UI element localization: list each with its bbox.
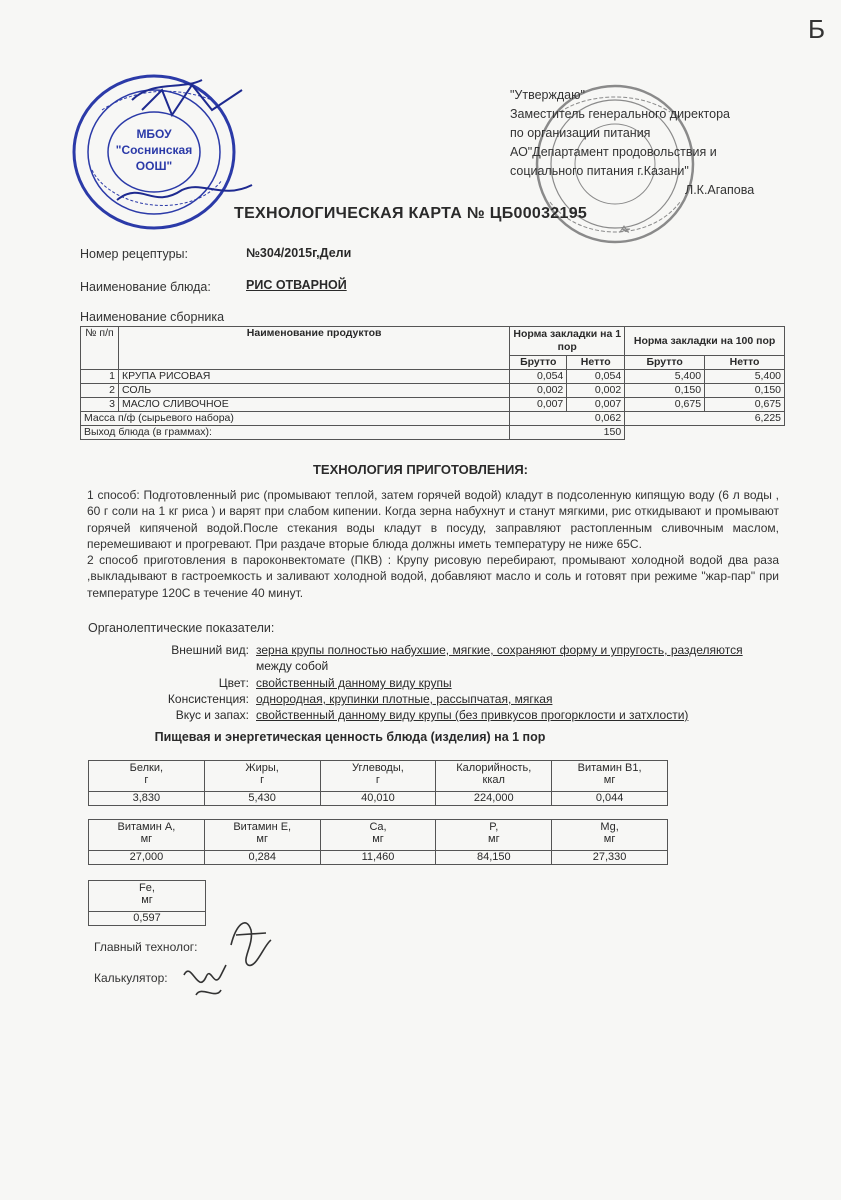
organoleptic-row (0, 676, 841, 692)
stamp-line-2: "Соснинская (115, 143, 193, 157)
table-row (81, 384, 785, 398)
nutrition-value: 0,284 (204, 851, 320, 865)
nutrition-label: Жиры, г (204, 761, 320, 792)
table-row (81, 398, 785, 412)
row-brutto-1: 0,007 (510, 398, 567, 412)
nutrition-heading: Пищевая и энергетическая ценность блюда (изделия) на 1 пор (154, 730, 546, 744)
yield-label: Выход блюда (в граммах): (81, 426, 510, 440)
approval-line: АО"Департамент продовольствия и (510, 145, 717, 159)
header-netto-1: Нетто (567, 356, 625, 370)
organoleptic-value: свойственный данному виду крупы (без привкусов прогорклости и затхлости) (256, 708, 689, 722)
table-header-row (81, 327, 785, 356)
row-netto-1: 0,002 (567, 384, 625, 398)
technology-text (87, 487, 779, 600)
nutrition-value: 0,597 (89, 912, 206, 926)
handwritten-signatures (176, 905, 286, 1005)
row-netto-100: 0,675 (705, 398, 785, 412)
row-product: МАСЛО СЛИВОЧНОЕ (118, 398, 509, 412)
organoleptic-row (0, 708, 841, 724)
stamp-line-1: МБОУ (136, 127, 172, 141)
mass-row (81, 412, 785, 426)
nutrition-value: 27,330 (552, 851, 668, 865)
row-brutto-100: 0,150 (625, 384, 705, 398)
row-num: 2 (81, 384, 119, 398)
header-brutto-1: Брутто (510, 356, 567, 370)
mass-label: Масса п/ф (сырьевого набора) (81, 412, 510, 426)
products-table (80, 326, 785, 440)
approval-line: социального питания г.Казани" (510, 164, 689, 178)
row-product: КРУПА РИСОВАЯ (118, 370, 509, 384)
nutrition-value: 5,430 (204, 792, 320, 806)
stamp-line-3: ООШ" (135, 159, 173, 173)
document-title: ТЕХНОЛОГИЧЕСКАЯ КАРТА № ЦБ00032195 (234, 205, 588, 222)
header-netto-100: Нетто (705, 356, 785, 370)
recipe-number-label: Номер рецептуры: (80, 247, 188, 261)
nutrition-table-2 (88, 819, 668, 865)
nutrition-value: 27,000 (89, 851, 205, 865)
approval-block (510, 86, 810, 200)
header-norm-100: Норма закладки на 100 пор (625, 327, 785, 356)
organoleptic-value-cont: между собой (256, 659, 329, 673)
nutrition-value-row (89, 792, 668, 806)
dish-name-value: РИС ОТВАРНОЙ (246, 278, 347, 292)
row-brutto-100: 5,400 (625, 370, 705, 384)
approval-line: "Утверждаю" (510, 88, 585, 102)
technologist-label: Главный технолог: (94, 940, 198, 954)
header-name: Наименование продуктов (118, 327, 509, 370)
dish-name-label: Наименование блюда: (80, 280, 211, 294)
recipe-number-value: №304/2015г,Дели (246, 246, 352, 260)
technology-heading: ТЕХНОЛОГИЯ ПРИГОТОВЛЕНИЯ: (312, 462, 529, 477)
yield-row (81, 426, 785, 440)
nutrition-value: 84,150 (436, 851, 552, 865)
row-brutto-1: 0,054 (510, 370, 567, 384)
organoleptic-value: однородная, крупинки плотные, рассыпчатая, мягкая (256, 692, 553, 706)
technology-method-2: 2 способ приготовления в пароконвектомате (ПКВ) : Крупу рисовую перебирают, промывают холодной водой два раза ,выкладывают в гастроемкость и заливают холодной водой, добавляют масло и соль и готовят при режиме "жар-пар" при температуре 120С в течение 40 минут. (87, 553, 779, 600)
nutrition-value: 11,460 (320, 851, 436, 865)
nutrition-label: Витамин Е, мг (204, 820, 320, 851)
nutrition-label: Mg, мг (552, 820, 668, 851)
mass-100: 6,225 (625, 412, 785, 426)
nutrition-label-row (89, 761, 668, 792)
nutrition-label-row (89, 820, 668, 851)
technology-method-1: 1 способ: Подготовленный рис (промывают теплой, затем горячей водой) кладут в подсоленную кипящую воду (6 л воды , 60 г соли на 1 кг риса ) и варят при слабом кипении. Когда зерна набухнут и станут мягкими, рис откидывают и промывают горячей кипяченой водой.После стекания воды кладут в посуду, заправляют растопленным сливочным маслом, перемешивают и прогревают. При раздаче вторые блюда должны иметь температуру не ниже 65С. (87, 488, 779, 551)
organoleptic-row (0, 643, 841, 659)
nutrition-value: 0,044 (552, 792, 668, 806)
row-product: СОЛЬ (118, 384, 509, 398)
nutrition-label: Fe, мг (89, 881, 206, 912)
row-num: 1 (81, 370, 119, 384)
nutrition-label: Ca, мг (320, 820, 436, 851)
header-norm-1: Норма закладки на 1 пор (510, 327, 625, 356)
nutrition-label: Белки, г (89, 761, 205, 792)
nutrition-table-1 (88, 760, 668, 806)
approval-signatory: Л.К.Агапова (685, 183, 755, 197)
row-num: 3 (81, 398, 119, 412)
row-netto-100: 5,400 (705, 370, 785, 384)
nutrition-value-row (89, 851, 668, 865)
organoleptic-label: Внешний вид: (171, 643, 249, 657)
row-brutto-100: 0,675 (625, 398, 705, 412)
nutrition-label: P, мг (436, 820, 552, 851)
corner-letter-mark: Б (808, 14, 826, 44)
nutrition-value: 224,000 (436, 792, 552, 806)
calculator-label: Калькулятор: (94, 971, 168, 985)
approval-line: Заместитель генерального директора (510, 107, 731, 121)
nutrition-value: 3,830 (89, 792, 205, 806)
row-netto-1: 0,054 (567, 370, 625, 384)
organoleptic-row-continuation (0, 659, 841, 675)
nutrition-value: 40,010 (320, 792, 436, 806)
organoleptic-label: Цвет: (218, 676, 249, 690)
header-brutto-100: Брутто (625, 356, 705, 370)
approval-line: по организации питания (510, 126, 651, 140)
nutrition-label: Углеводы, г (320, 761, 436, 792)
yield-value: 150 (510, 426, 625, 440)
nutrition-label: Витамин В1, мг (552, 761, 668, 792)
organoleptic-value: зерна крупы полностью набухшие, мягкие, сохраняют форму и упругость, разделяются (256, 643, 743, 657)
header-num: № п/п (81, 327, 119, 370)
nutrition-label: Калорийность, ккал (436, 761, 552, 792)
collection-label: Наименование сборника (80, 310, 225, 324)
row-brutto-1: 0,002 (510, 384, 567, 398)
mass-1: 0,062 (510, 412, 625, 426)
organoleptic-row (0, 692, 841, 708)
nutrition-label: Витамин А, мг (89, 820, 205, 851)
table-row (81, 370, 785, 384)
organoleptic-label: Консистенция: (167, 692, 249, 706)
organoleptic-value: свойственный данному виду крупы (256, 676, 452, 690)
row-netto-100: 0,150 (705, 384, 785, 398)
organoleptic-heading: Органолептические показатели: (88, 621, 275, 635)
row-netto-1: 0,007 (567, 398, 625, 412)
organoleptic-label: Вкус и запах: (175, 708, 249, 722)
